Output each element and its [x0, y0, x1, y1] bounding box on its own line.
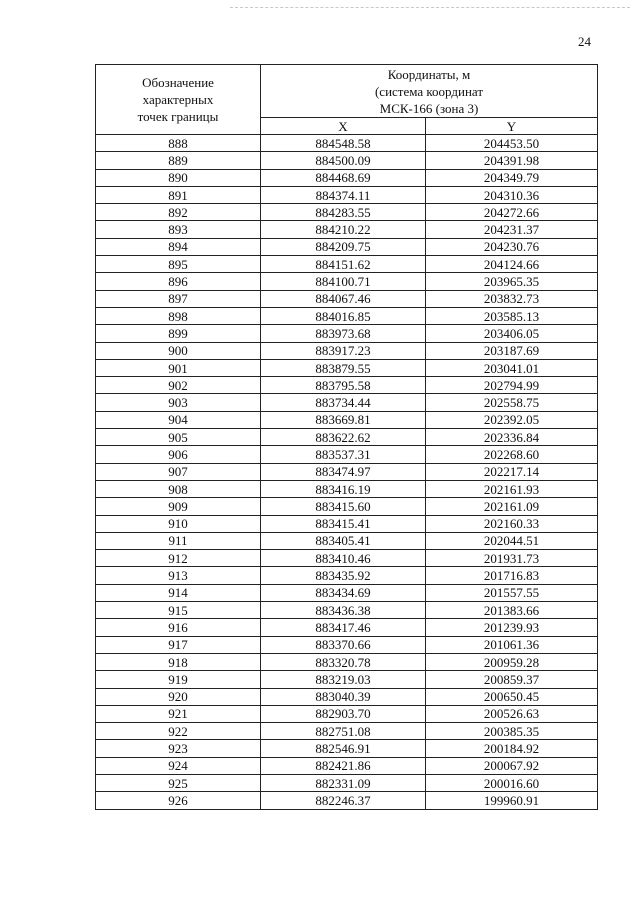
table-row — [96, 619, 598, 636]
x-coordinate-cell: 882331.09 — [261, 774, 426, 791]
y-coordinate-cell: 200859.37 — [426, 671, 598, 688]
x-coordinate-cell: 882903.70 — [261, 705, 426, 722]
x-coordinate-cell: 884209.75 — [261, 238, 426, 255]
table-row — [96, 550, 598, 567]
table-body — [96, 135, 598, 810]
y-coordinate-cell: 202392.05 — [426, 411, 598, 428]
y-coordinate-cell: 202160.33 — [426, 515, 598, 532]
x-coordinate-cell: 884067.46 — [261, 290, 426, 307]
y-coordinate-cell: 202161.09 — [426, 498, 598, 515]
point-id-cell: 898 — [96, 307, 261, 324]
table-row — [96, 307, 598, 324]
table-row — [96, 688, 598, 705]
y-coordinate-cell: 201557.55 — [426, 584, 598, 601]
point-id-cell: 895 — [96, 256, 261, 273]
point-id-cell: 900 — [96, 342, 261, 359]
point-id-cell: 924 — [96, 757, 261, 774]
table-row — [96, 377, 598, 394]
point-id-cell: 892 — [96, 204, 261, 221]
y-coordinate-cell: 200526.63 — [426, 705, 598, 722]
x-coordinate-cell: 883417.46 — [261, 619, 426, 636]
x-coordinate-cell: 884283.55 — [261, 204, 426, 221]
table-row — [96, 567, 598, 584]
table-row — [96, 446, 598, 463]
x-coordinate-cell: 883040.39 — [261, 688, 426, 705]
y-coordinate-cell: 203965.35 — [426, 273, 598, 290]
y-coordinate-cell: 200016.60 — [426, 774, 598, 791]
table-row — [96, 740, 598, 757]
point-id-cell: 913 — [96, 567, 261, 584]
table-row — [96, 723, 598, 740]
table-row — [96, 705, 598, 722]
x-coordinate-cell: 883734.44 — [261, 394, 426, 411]
x-coordinate-cell: 884500.09 — [261, 152, 426, 169]
point-id-cell: 903 — [96, 394, 261, 411]
x-coordinate-cell: 883879.55 — [261, 359, 426, 376]
x-coordinate-cell: 883795.58 — [261, 377, 426, 394]
y-coordinate-cell: 203585.13 — [426, 307, 598, 324]
point-id-cell: 925 — [96, 774, 261, 791]
x-coordinate-cell: 883436.38 — [261, 602, 426, 619]
table-row — [96, 792, 598, 809]
point-id-cell: 888 — [96, 135, 261, 152]
scan-edge-line — [230, 7, 630, 8]
point-id-cell: 889 — [96, 152, 261, 169]
header-coords-line: МСК-166 (зона 3) — [379, 100, 479, 116]
x-coordinate-cell: 883410.46 — [261, 550, 426, 567]
point-id-cell: 893 — [96, 221, 261, 238]
y-coordinate-cell: 204310.36 — [426, 186, 598, 203]
x-coordinate-cell: 884016.85 — [261, 307, 426, 324]
table-row — [96, 204, 598, 221]
point-id-cell: 902 — [96, 377, 261, 394]
x-coordinate-cell: 883917.23 — [261, 342, 426, 359]
column-x-header: X — [261, 118, 426, 135]
y-coordinate-cell: 201239.93 — [426, 619, 598, 636]
x-coordinate-cell: 883415.41 — [261, 515, 426, 532]
x-coordinate-cell: 884100.71 — [261, 273, 426, 290]
y-coordinate-cell: 203406.05 — [426, 325, 598, 342]
header-coords-line: (система координат — [374, 83, 484, 99]
y-coordinate-cell: 202268.60 — [426, 446, 598, 463]
x-coordinate-cell: 884468.69 — [261, 169, 426, 186]
y-coordinate-cell: 199960.91 — [426, 792, 598, 809]
table-row — [96, 671, 598, 688]
x-coordinate-cell: 884374.11 — [261, 186, 426, 203]
x-coordinate-cell: 884210.22 — [261, 221, 426, 238]
y-coordinate-cell: 201931.73 — [426, 550, 598, 567]
point-id-cell: 918 — [96, 653, 261, 670]
point-id-cell: 906 — [96, 446, 261, 463]
point-id-cell: 896 — [96, 273, 261, 290]
column-y-header: Y — [426, 118, 598, 135]
coordinates-table — [95, 64, 598, 810]
y-coordinate-cell: 204124.66 — [426, 256, 598, 273]
x-coordinate-cell: 882421.86 — [261, 757, 426, 774]
table-row — [96, 463, 598, 480]
y-coordinate-cell: 204230.76 — [426, 238, 598, 255]
y-coordinate-cell: 201061.36 — [426, 636, 598, 653]
y-coordinate-cell: 202217.14 — [426, 463, 598, 480]
x-coordinate-cell: 882751.08 — [261, 723, 426, 740]
table-row — [96, 429, 598, 446]
table-row — [96, 584, 598, 601]
point-id-cell: 916 — [96, 619, 261, 636]
point-id-cell: 917 — [96, 636, 261, 653]
point-id-cell: 909 — [96, 498, 261, 515]
table-row — [96, 653, 598, 670]
point-id-cell: 922 — [96, 723, 261, 740]
y-coordinate-cell: 200650.45 — [426, 688, 598, 705]
point-id-cell: 923 — [96, 740, 261, 757]
x-coordinate-cell: 882546.91 — [261, 740, 426, 757]
point-id-cell: 915 — [96, 602, 261, 619]
point-id-cell: 901 — [96, 359, 261, 376]
y-coordinate-cell: 202558.75 — [426, 394, 598, 411]
x-coordinate-cell: 883973.68 — [261, 325, 426, 342]
point-id-cell: 919 — [96, 671, 261, 688]
y-coordinate-cell: 202044.51 — [426, 532, 598, 549]
y-coordinate-cell: 203187.69 — [426, 342, 598, 359]
table-row — [96, 636, 598, 653]
header-coordinates — [261, 65, 598, 118]
table-row — [96, 186, 598, 203]
point-id-cell: 914 — [96, 584, 261, 601]
x-coordinate-cell: 883622.62 — [261, 429, 426, 446]
table-row — [96, 394, 598, 411]
table-header-row — [96, 65, 598, 118]
x-coordinate-cell: 882246.37 — [261, 792, 426, 809]
table-row — [96, 169, 598, 186]
table-row — [96, 135, 598, 152]
y-coordinate-cell: 204453.50 — [426, 135, 598, 152]
page-number: 24 — [578, 34, 591, 49]
x-coordinate-cell: 884548.58 — [261, 135, 426, 152]
y-coordinate-cell: 200184.92 — [426, 740, 598, 757]
header-point-line: характерных — [142, 92, 214, 107]
x-coordinate-cell: 883405.41 — [261, 532, 426, 549]
header-point-designation — [96, 65, 261, 135]
point-id-cell: 904 — [96, 411, 261, 428]
point-id-cell: 920 — [96, 688, 261, 705]
table-row — [96, 515, 598, 532]
x-coordinate-cell: 883415.60 — [261, 498, 426, 515]
x-coordinate-cell: 883435.92 — [261, 567, 426, 584]
header-point-line: точек границы — [137, 109, 219, 124]
x-coordinate-cell: 883219.03 — [261, 671, 426, 688]
y-coordinate-cell: 202336.84 — [426, 429, 598, 446]
y-coordinate-cell: 200959.28 — [426, 653, 598, 670]
table-row — [96, 480, 598, 497]
y-coordinate-cell: 201716.83 — [426, 567, 598, 584]
table-row — [96, 290, 598, 307]
point-id-cell: 912 — [96, 550, 261, 567]
table-row — [96, 221, 598, 238]
table-row — [96, 152, 598, 169]
y-coordinate-cell: 204272.66 — [426, 204, 598, 221]
table-row — [96, 532, 598, 549]
x-coordinate-cell: 884151.62 — [261, 256, 426, 273]
table-row — [96, 325, 598, 342]
table-row — [96, 411, 598, 428]
table-row — [96, 774, 598, 791]
x-coordinate-cell: 883474.97 — [261, 463, 426, 480]
y-coordinate-cell: 203832.73 — [426, 290, 598, 307]
x-coordinate-cell: 883320.78 — [261, 653, 426, 670]
point-id-cell: 907 — [96, 463, 261, 480]
y-coordinate-cell: 204391.98 — [426, 152, 598, 169]
table-row — [96, 359, 598, 376]
point-id-cell: 897 — [96, 290, 261, 307]
table-row — [96, 273, 598, 290]
y-coordinate-cell: 202794.99 — [426, 377, 598, 394]
point-id-cell: 894 — [96, 238, 261, 255]
x-coordinate-cell: 883416.19 — [261, 480, 426, 497]
table-row — [96, 602, 598, 619]
y-coordinate-cell: 201383.66 — [426, 602, 598, 619]
table-row — [96, 498, 598, 515]
point-id-cell: 911 — [96, 532, 261, 549]
x-coordinate-cell: 883434.69 — [261, 584, 426, 601]
point-id-cell: 921 — [96, 705, 261, 722]
y-coordinate-cell: 202161.93 — [426, 480, 598, 497]
y-coordinate-cell: 200067.92 — [426, 757, 598, 774]
table-row — [96, 757, 598, 774]
x-coordinate-cell: 883669.81 — [261, 411, 426, 428]
y-coordinate-cell: 200385.35 — [426, 723, 598, 740]
table-row — [96, 238, 598, 255]
y-coordinate-cell: 203041.01 — [426, 359, 598, 376]
header-point-line: Обозначение — [142, 75, 214, 90]
y-coordinate-cell: 204231.37 — [426, 221, 598, 238]
x-coordinate-cell: 883370.66 — [261, 636, 426, 653]
point-id-cell: 899 — [96, 325, 261, 342]
point-id-cell: 890 — [96, 169, 261, 186]
point-id-cell: 908 — [96, 480, 261, 497]
table-row — [96, 342, 598, 359]
point-id-cell: 905 — [96, 429, 261, 446]
point-id-cell: 910 — [96, 515, 261, 532]
y-coordinate-cell: 204349.79 — [426, 169, 598, 186]
point-id-cell: 926 — [96, 792, 261, 809]
point-id-cell: 891 — [96, 186, 261, 203]
x-coordinate-cell: 883537.31 — [261, 446, 426, 463]
header-coords-line: Координаты, м — [387, 66, 471, 82]
table-row — [96, 256, 598, 273]
